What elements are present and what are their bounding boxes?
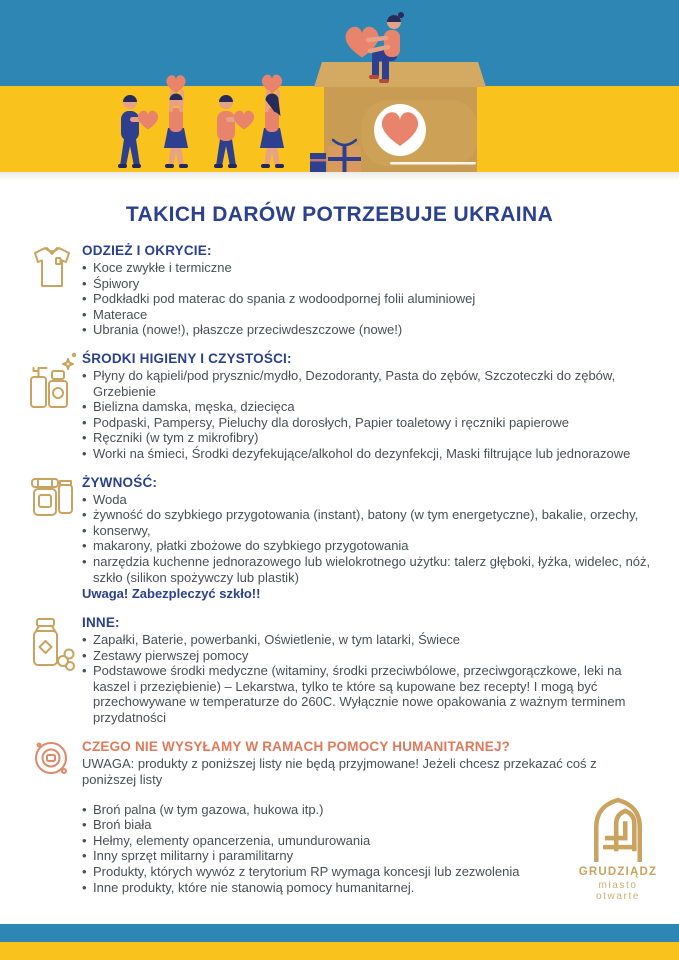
list-item: • Ręczniki (w tym z mikrofibry) [82,430,651,446]
header-shadow [0,172,679,181]
section-other [22,615,653,726]
prohibited-icon [22,739,82,781]
list-item: • Koce zwykłe i termiczne [82,260,651,276]
list-item: • Zapałki, Baterie, powerbanki, Oświetlenie, w tym latarki, Świece [82,632,651,648]
page-title: TAKICH DARÓW POTRZEBUJE UKRAINA [125,203,554,226]
list-item: • Hełmy, elementy opancerzenia, umundurowania [82,833,651,849]
list-item: • Śpiwory [82,276,651,292]
list-item: • Płyny do kąpieli/pod prysznic/mydło, Dezodoranty, Pasta do zębów, Szczoteczki do zębów, Grzebienie [82,368,651,399]
list-item: • Podpaski, Pampersy, Pieluchy dla dorosłych, Papier toaletowy i ręczniki papierowe [82,415,651,431]
food-list [82,492,651,586]
list-item: • Zestawy pierwszej pomocy [82,648,651,664]
hygiene-list [82,368,651,462]
list-item: • Broń biała [82,817,651,833]
list-item: • Woda [82,492,651,508]
section-heading: ŚRODKI HIGIENY I CZYSTOŚCI: [82,350,292,366]
footer-flag-yellow-band [0,942,679,960]
list-item: • Ubrania (nowe!), płaszcze przeciwdeszczowe (nowe!) [82,322,651,338]
section-heading: CZEGO NIE WYSYŁAMY W RAMACH POMOCY HUMANITARNEJ? [82,738,511,754]
section-excluded [22,739,653,896]
list-item: • Bielizna damska, męska, dziecięca [82,399,651,415]
list-item: • makarony, płatki zbożowe do szybkiego przygotowania [82,538,651,554]
medicine-icon [22,615,82,673]
section-clothing [22,243,653,338]
footer-flag-blue-band [0,924,679,942]
list-item: • Inny sprzęt militarny i paramilitarny [82,848,651,864]
city-logo [575,796,661,902]
header-illustration [0,0,679,172]
list-item: • Podstawowe środki medyczne (witaminy, środki przeciwbólowe, przeciwgorączkowe, leki na kaszel i przeziębienie) – Lekarstwa, tylko te które są kupowane bez recepty! I mogą być przechowywane w temperaturze do 260C. Wyłącznie nowe opakowania z ważnym terminem przydatności [82,663,651,725]
list-item: • żywność do szybkiego przygotowania (instant), batony (w tym energetyczne), bakalie, orzechy, [82,507,651,523]
list-item: • narzędzia kuchenne jednorazowego lub wielokrotnego użytku: talerz głęboki, łyżka, widelec, nóż, szkło (silikon spożywczy lub plastik) [82,554,651,585]
section-food [22,475,653,603]
tshirt-icon [22,243,82,291]
excluded-list [82,802,651,896]
section-heading: INNE: [82,615,120,631]
list-item: • Broń palna (w tym gazowa, hukowa itp.) [82,802,651,818]
jar-icon [22,475,82,525]
list-item: • Materace [82,307,651,323]
clothing-list [82,260,651,338]
list-item: • Inne produkty, które nie stanowią pomocy humanitarnej. [82,880,651,896]
list-item: • Podkładki pod materac do spania z wodoodpornej folii aluminiowej [82,291,651,307]
list-item: • Produkty, których wywóz z terytorium RP wymaga koncesji lub zezwolenia [82,864,651,880]
grudziadz-emblem-icon [589,796,647,862]
excluded-intro: UWAGA: produkty z poniższej listy nie będą przyjmowane! Jeżeli chcesz przekazać coś z poniższej listy [82,755,597,787]
list-item: • Worki na śmieci, Środki dezyfekujące/alkohol do dezynfekcji, Maski filtrujące lub jednorazowe [82,446,651,462]
glass-warning-note: Uwaga! Zabezpleczyć szkło!! [82,586,261,602]
list-item: • konserwy, [82,523,651,539]
other-list [82,632,651,726]
logo-tagline: miasto otwarte [596,880,640,902]
section-heading: ODZIEŻ I OKRYCIE: [82,243,212,258]
section-heading: ŻYWNOŚĆ: [82,474,158,490]
hygiene-icon [22,351,82,413]
logo-city-name: GRUDZIĄDZ [578,866,658,878]
section-hygiene [22,351,653,462]
